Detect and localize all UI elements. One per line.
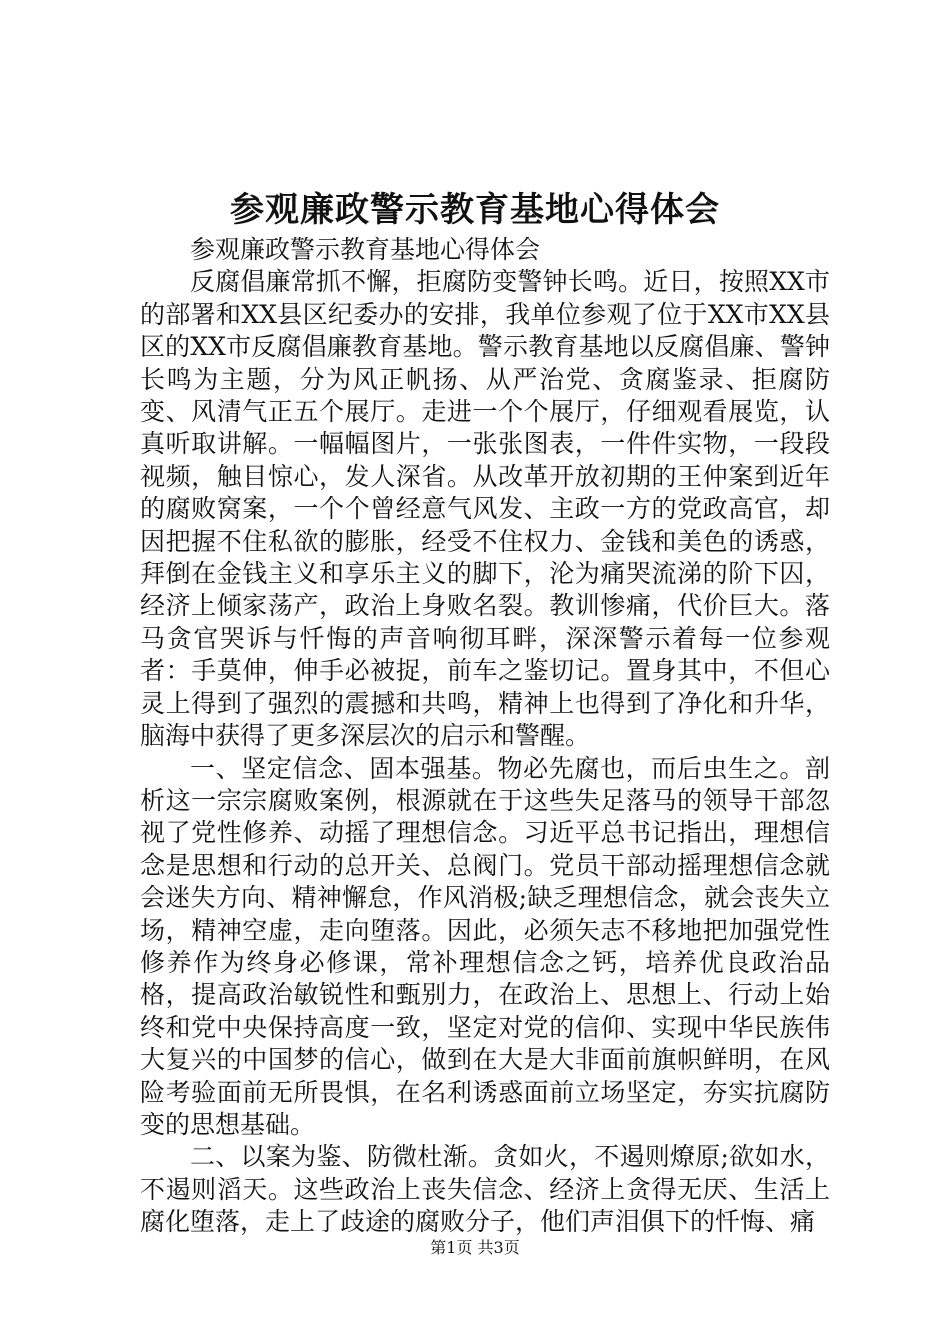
document-title: 参观廉政警示教育基地心得体会: [230, 190, 720, 230]
document-body: [140, 234, 830, 1239]
page-number-footer: 第1页 共3页: [430, 1238, 520, 1257]
paragraph-subtitle: 参观廉政警示教育基地心得体会: [190, 235, 541, 264]
paragraph-section-one: 一、坚定信念、固本强基。物必先腐也，而后虫生之。剖析这一宗宗腐败案例，根源就在于这些失足落马的领导干部忽视了党性修养、动摇了理想信念。习近平总书记指出，理想信念是思想和行动的总开关、总阀门。党员干部动摇理想信念就会迷失方向、精神懈怠，作风消极;缺乏理想信念，就会丧失立场，精神空虚，走向堕落。因此，必须矢志不移地把加强党性修养作为终身必修课，常补理想信念之钙，培养优良政治品格，提高政治敏锐性和甄别力，在政治上、思想上、行动上始终和党中央保持高度一致，坚定对党的信仰、实现中华民族伟大复兴的中国梦的信心，做到在大是大非面前旗帜鲜明，在风险考验面前无所畏惧，在名利诱惑面前立场坚定，夯实抗腐防变的思想基础。: [140, 753, 830, 1139]
paragraph-intro: 反腐倡廉常抓不懈，拒腐防变警钟长鸣。近日，按照XX市的部署和XX县区纪委办的安排，我单位参观了位于XX市XX县区的XX市反腐倡廉教育基地。警示教育基地以反腐倡廉、警钟长鸣为主题，分为风正帆扬、从严治党、贪腐鉴录、拒腐防变、风清气正五个展厅。走进一个个展厅，仔细观看展览，认真听取讲解。一幅幅图片，一张张图表，一件件实物，一段段视频，触目惊心，发人深省。从改革开放初期的王仲案到近年的腐败窝案，一个个曾经意气风发、主政一方的党政高官，却因把握不住私欲的膨胀，经受不住权力、金钱和美色的诱惑，拜倒在金钱主义和享乐主义的脚下，沦为痛哭流涕的阶下囚，经济上倾家荡产，政治上身败名裂。教训惨痛，代价巨大。落马贪官哭诉与忏悔的声音响彻耳畔，深深警示着每一位参观者：手莫伸，伸手必被捉，前车之鉴切记。置身其中，不但心灵上得到了强烈的震撼和共鸣，精神上也得到了净化和升华，脑海中获得了更多深层次的启示和警醒。: [140, 267, 830, 751]
paragraph-section-two: 二、以案为鉴、防微杜渐。贪如火，不遏则燎原;欲如水，不遏则滔天。这些政治上丧失信念、经济上贪得无厌、生活上腐化堕落，走上了歧途的腐败分子，他们声泪俱下的忏悔、痛: [140, 1142, 830, 1237]
